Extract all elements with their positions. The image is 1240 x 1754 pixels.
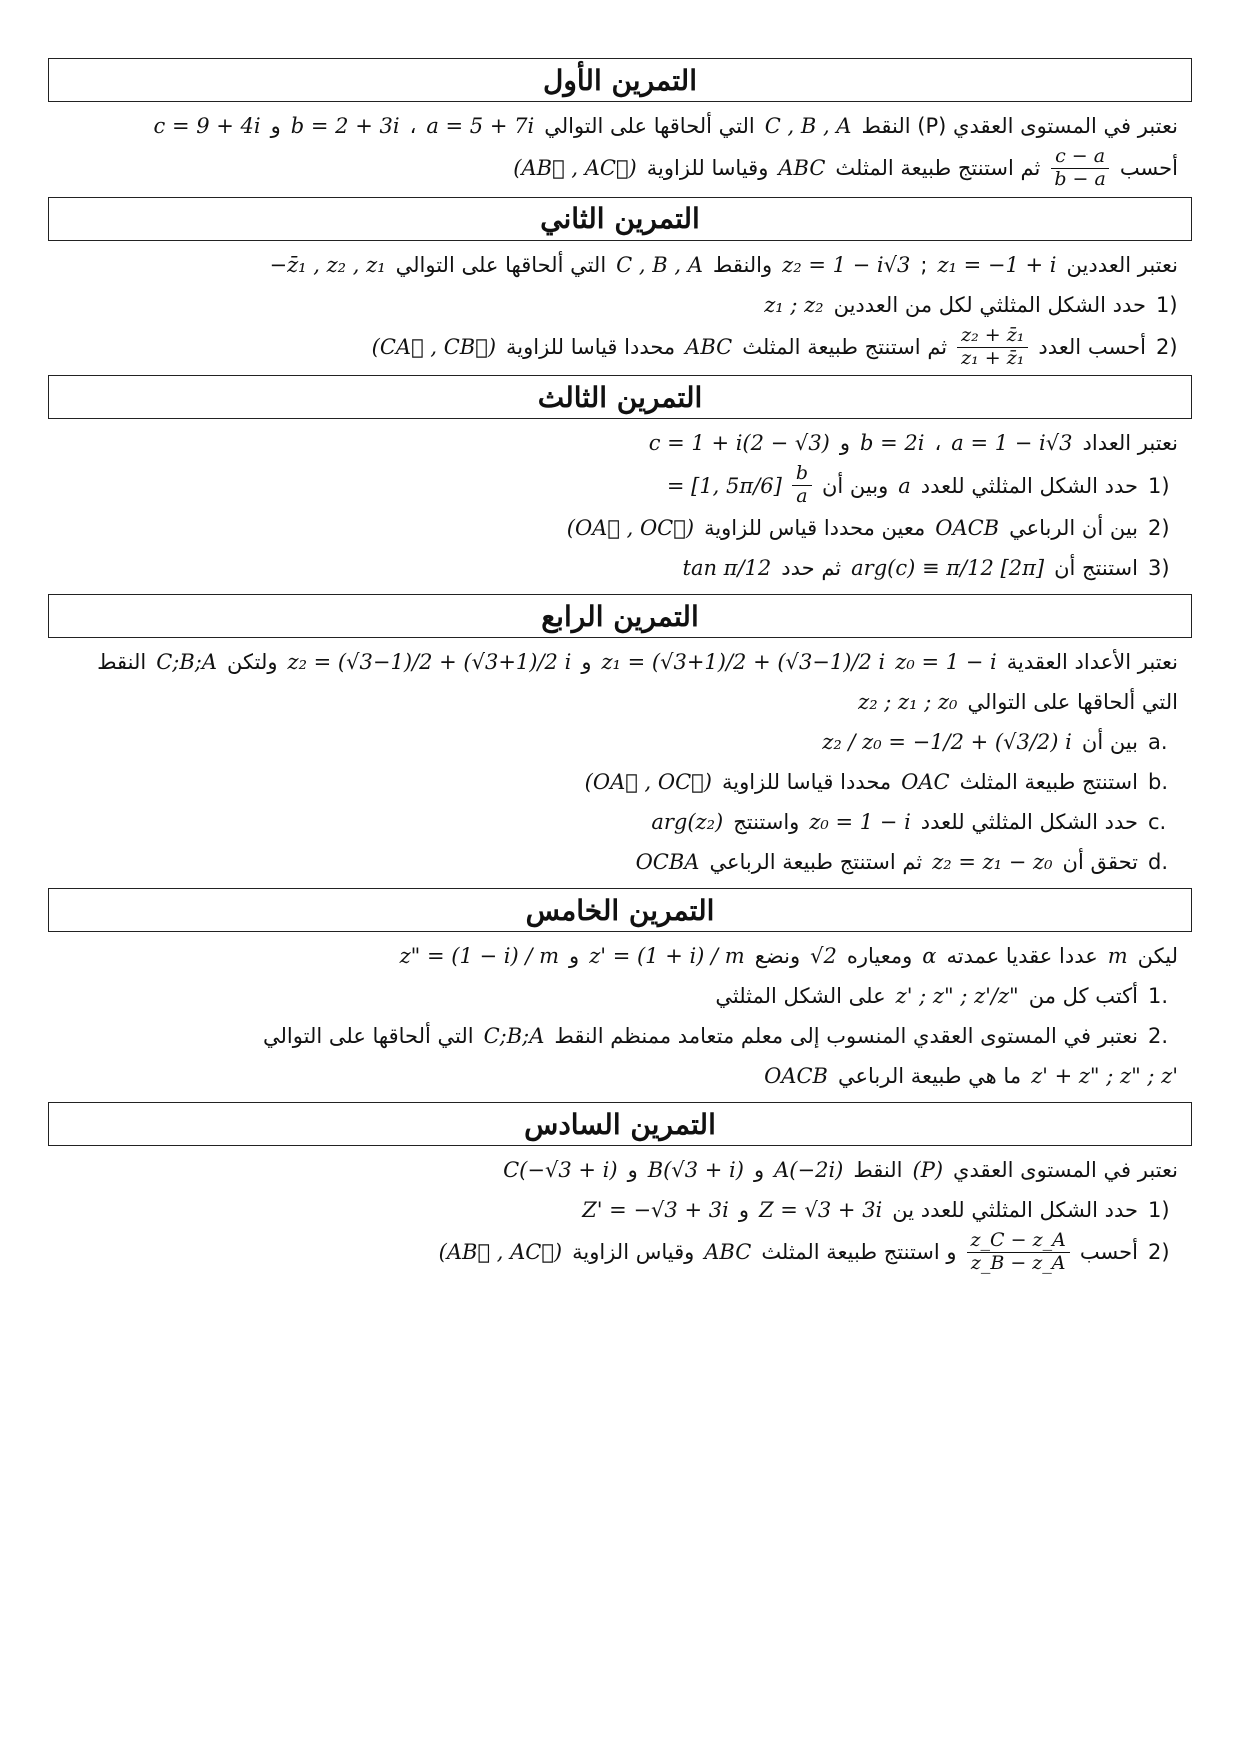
math: z₂ ; z₁ ; z₀ xyxy=(858,689,958,714)
question-number: c. xyxy=(1148,809,1167,834)
question-number: 1) xyxy=(1156,292,1178,317)
and-word: و xyxy=(569,943,580,968)
text: استنتج طبيعة المثلث xyxy=(959,769,1138,794)
text: و استنتج طبيعة المثلث xyxy=(761,1240,957,1265)
exercise-3 xyxy=(48,419,1192,594)
fraction-numerator: c − a xyxy=(1051,146,1109,169)
exercise-1-statement xyxy=(62,106,1178,146)
fraction-numerator: z_C − z_A xyxy=(967,1230,1070,1253)
text: ثم استنتج طبيعة الرباعي xyxy=(709,849,923,874)
text: محددا قياسا للزاوية xyxy=(721,769,892,794)
text: أحسب العدد xyxy=(1038,334,1146,359)
text: التي ألحاقها على التوالي xyxy=(967,689,1178,714)
math-c: c = 9 + 4i xyxy=(153,113,261,138)
math-equation: = [1, 5π/6] xyxy=(666,473,782,498)
text: وقياسا للزاوية xyxy=(646,156,769,181)
question-number: 2) xyxy=(1156,334,1178,359)
exercise-5-statement xyxy=(62,936,1178,976)
math-z0: z₀ = 1 − i xyxy=(809,809,911,834)
exercise-2-title: التمرين الثاني xyxy=(48,197,1192,241)
math-z-prime: Z' = −√3 + 3i xyxy=(582,1197,729,1222)
math-z1: z₁ = −1 + i xyxy=(937,252,1057,277)
exercise-2-question-1 xyxy=(62,285,1178,325)
math-angle: (AB⃗ , AC⃗) xyxy=(438,1240,563,1265)
math-quad: OCBA xyxy=(635,849,700,874)
math-z2: z₂ = (√3−1)/2 + (√3+1)/2 i xyxy=(287,649,572,674)
exercise-3-question-3 xyxy=(62,548,1178,588)
text: أكتب كل من xyxy=(1028,983,1138,1008)
text: ثم استنتج طبيعة المثلث xyxy=(835,156,1041,181)
text: والنقط xyxy=(712,252,773,277)
math-a: a = 1 − i√3 xyxy=(951,431,1073,456)
question-number: 2. xyxy=(1148,1023,1169,1048)
exercise-2-statement xyxy=(62,245,1178,285)
math-angle: (OA⃗ , OC⃗) xyxy=(566,515,695,540)
exercise-6-question-2 xyxy=(62,1230,1178,1275)
fraction-numerator: b xyxy=(792,463,812,486)
exercise-4-question-d xyxy=(62,842,1178,882)
text: تحقق أن xyxy=(1062,849,1138,874)
question-number: b. xyxy=(1148,769,1169,794)
math-equation: z₂ = z₁ − z₀ xyxy=(932,849,1053,874)
fraction-denominator: z_B − z_A xyxy=(970,1251,1066,1274)
text: نعتبر في المستوى العقدي xyxy=(953,1157,1178,1182)
math-var: a xyxy=(898,473,911,498)
exercise-4-question-a xyxy=(62,722,1178,762)
math-equation: z₂ / z₀ = −1/2 + (√3/2) i xyxy=(822,729,1072,754)
exercise-1-question xyxy=(62,146,1178,191)
text: ما هي طبيعة الرباعي xyxy=(837,1063,1022,1088)
math-z-prime: z' = (1 + i) / m xyxy=(589,943,745,968)
text: النقط xyxy=(97,649,147,674)
and-word: و xyxy=(581,649,592,674)
exercise-6-question-1 xyxy=(62,1190,1178,1230)
math-points: C , B , A xyxy=(764,113,852,138)
fraction-numerator: z₂ + z̄₁ xyxy=(957,325,1028,348)
math-c: c = 1 + i(2 − √3) xyxy=(648,431,830,456)
exercise-4-statement xyxy=(62,642,1178,682)
exercise-6 xyxy=(48,1146,1192,1281)
exercise-4-question-b xyxy=(62,762,1178,802)
text: نعتبر الأعداد العقدية xyxy=(1006,649,1178,674)
text: حدد الشكل المثلثي لكل من العددين xyxy=(833,292,1146,317)
fraction-denominator: z₁ + z̄₁ xyxy=(961,346,1025,369)
math-triangle: ABC xyxy=(778,156,826,181)
fraction-denominator: a xyxy=(796,485,808,508)
and-word: و xyxy=(627,1157,638,1182)
exercise-2-question-2 xyxy=(62,325,1178,370)
text: ومعياره xyxy=(846,943,913,968)
text: حدد الشكل المثلثي للعدد xyxy=(920,473,1138,498)
math-arg: arg(c) ≡ π/12 [2π] xyxy=(851,555,1045,580)
exercise-4 xyxy=(48,638,1192,888)
text: التي ألحاقها على التوالي xyxy=(395,252,607,277)
text: على الشكل المثلثي xyxy=(715,983,886,1008)
math-point-c: C(−√3 + i) xyxy=(503,1157,618,1182)
math-tan: tan π/12 xyxy=(682,555,772,580)
math-b: b = 2i xyxy=(860,431,925,456)
exercise-1-title: التمرين الأول xyxy=(48,58,1192,102)
math-modulus: √2 xyxy=(810,943,837,968)
text: بين أن الرباعي xyxy=(1009,515,1138,540)
fraction xyxy=(967,1230,1070,1275)
question-number: 1. xyxy=(1148,983,1169,1008)
exercise-5 xyxy=(48,932,1192,1102)
math-arg: arg(z₂) xyxy=(651,809,724,834)
question-number: 2) xyxy=(1148,1240,1170,1265)
exercise-4-question-c xyxy=(62,802,1178,842)
math-z: Z = √3 + 3i xyxy=(758,1197,883,1222)
question-number: 1) xyxy=(1148,473,1170,498)
math-quad: OACB xyxy=(935,515,1000,540)
text: حدد الشكل المثلثي للعدد ين xyxy=(892,1197,1138,1222)
text: نعتبر العددين xyxy=(1066,252,1178,277)
text: واستنتج xyxy=(733,809,800,834)
fraction xyxy=(1050,146,1110,191)
exercise-6-title: التمرين السادس xyxy=(48,1102,1192,1146)
text: وقياس الزاوية xyxy=(572,1240,695,1265)
and-word: و xyxy=(270,113,281,138)
math-z2: z₂ = 1 − i√3 xyxy=(782,252,911,277)
worksheet xyxy=(48,58,1192,1281)
exercise-4-title: التمرين الرابع xyxy=(48,594,1192,638)
and-word: و xyxy=(839,431,851,456)
fraction-denominator: b − a xyxy=(1054,167,1106,190)
math-quad: OACB xyxy=(764,1063,828,1088)
exercise-1 xyxy=(48,102,1192,197)
math: z' + z" ; z" ; z' xyxy=(1031,1063,1178,1088)
exercise-5-question-1 xyxy=(62,976,1178,1016)
text: محددا قياسا للزاوية xyxy=(506,334,676,359)
text: أحسب xyxy=(1119,156,1178,181)
math-z1: z₁ = (√3+1)/2 + (√3−1)/2 i xyxy=(601,649,886,674)
math-angle: (AB⃗ , AC⃗) xyxy=(513,156,637,181)
math-z-second: z" = (1 − i) / m xyxy=(399,943,560,968)
math-z0: z₀ = 1 − i xyxy=(895,649,997,674)
text: عددا عقديا عمدته xyxy=(946,943,1098,968)
exercise-6-statement xyxy=(62,1150,1178,1190)
math-m: m xyxy=(1107,943,1128,968)
text: التي ألحاقها على التوالي xyxy=(263,1023,474,1048)
text: بين أن xyxy=(1081,729,1138,754)
math-b: b = 2 + 3i xyxy=(290,113,400,138)
text: ليكن xyxy=(1137,943,1178,968)
math-triangle: OAC xyxy=(901,769,950,794)
math-angle: (OA⃗ , OC⃗) xyxy=(584,769,712,794)
text: التي ألحاقها على التوالي xyxy=(544,113,755,138)
math-point-a: A(−2i) xyxy=(774,1157,844,1182)
question-number: 3) xyxy=(1148,555,1170,580)
math-alpha: α xyxy=(922,943,937,968)
separator: ; xyxy=(920,252,928,277)
text: نعتبر في المستوى العقدي المنسوب إلى معلم متعامد ممنظم النقط xyxy=(554,1023,1138,1048)
text: أحسب xyxy=(1079,1240,1138,1265)
math-point-b: B(√3 + i) xyxy=(647,1157,744,1182)
text: ولتكن xyxy=(227,649,278,674)
exercise-4-statement-2 xyxy=(62,682,1178,722)
text: وبين أن xyxy=(822,473,889,498)
math-angle: (CA⃗ , CB⃗) xyxy=(371,334,497,359)
exercise-5-question-2 xyxy=(62,1016,1178,1056)
question-number: a. xyxy=(1148,729,1168,754)
math-a: a = 5 + 7i xyxy=(426,113,535,138)
text: ثم حدد xyxy=(781,555,842,580)
math-plane: (P) xyxy=(912,1157,944,1182)
question-number: 2) xyxy=(1148,515,1170,540)
exercise-3-question-2 xyxy=(62,508,1178,548)
question-number: 1) xyxy=(1148,1197,1170,1222)
exercise-3-question-1 xyxy=(62,463,1178,508)
text: معين محددا قياس للزاوية xyxy=(704,515,926,540)
exercise-2 xyxy=(48,241,1192,376)
comma: ، xyxy=(934,431,942,456)
text: ثم استنتج طبيعة المثلث xyxy=(742,334,948,359)
math-points: C;B;A xyxy=(483,1023,545,1048)
fraction xyxy=(792,463,812,508)
text: النقط xyxy=(853,1157,903,1182)
exercise-3-title: التمرين الثالث xyxy=(48,375,1192,419)
comma: ، xyxy=(409,113,417,138)
exercise-5-question-2-cont xyxy=(62,1056,1178,1096)
text: استنتج أن xyxy=(1054,555,1138,580)
text: ونضع xyxy=(754,943,801,968)
math-points: C , B , A xyxy=(616,252,703,277)
fraction xyxy=(957,325,1028,370)
and-word: و xyxy=(753,1157,765,1182)
math: z' ; z" ; z'/z" xyxy=(895,983,1019,1008)
text: نعتبر العداد xyxy=(1082,431,1178,456)
math-points: C;B;A xyxy=(156,649,218,674)
exercise-3-statement xyxy=(62,423,1178,463)
and-word: و xyxy=(738,1197,749,1222)
math-affixes: −z̄₁ , z₂ , z₁ xyxy=(269,252,386,277)
math-triangle: ABC xyxy=(704,1240,752,1265)
exercise-5-title: التمرين الخامس xyxy=(48,888,1192,932)
math: z₁ ; z₂ xyxy=(764,292,824,317)
text: نعتبر في المستوى العقدي (P) النقط xyxy=(861,113,1178,138)
question-number: d. xyxy=(1148,849,1169,874)
math-triangle: ABC xyxy=(685,334,733,359)
text: حدد الشكل المثلثي للعدد xyxy=(920,809,1138,834)
